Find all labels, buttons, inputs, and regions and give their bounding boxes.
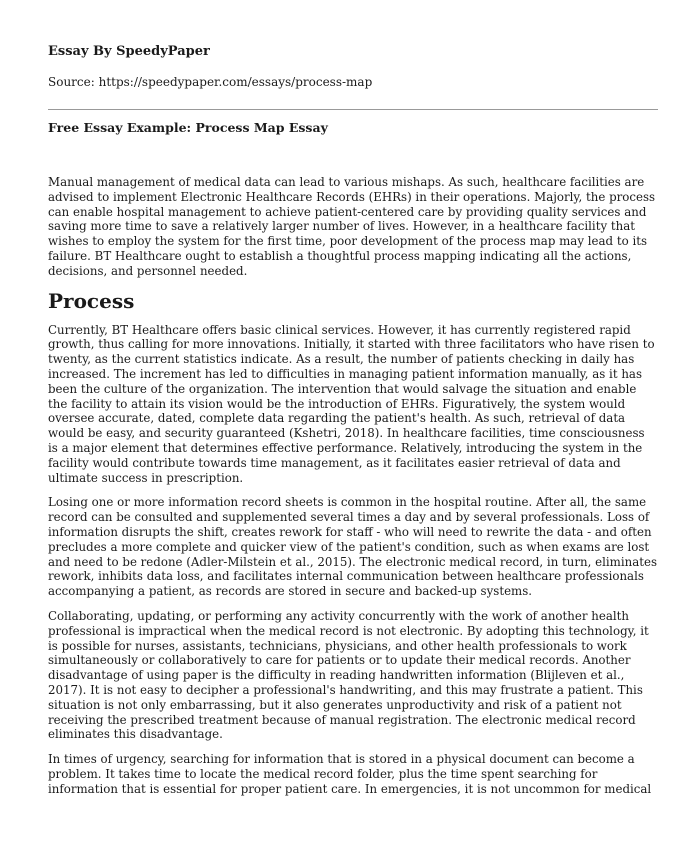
- header-divider: [48, 109, 658, 110]
- document-page: [48, 44, 658, 806]
- essay-source: Source: https://speedypaper.com/essays/process-map: [48, 75, 373, 89]
- essay-author: Essay By SpeedyPaper: [48, 44, 210, 59]
- document-title: Free Essay Example: Process Map Essay: [48, 120, 328, 135]
- body-paragraph-2: Losing one or more information record sheets is common in the hospital routine. After all, the same record can be consulted and supplemented several times a day and by several professionals. Loss of information disrupts the shift, creates rework for staff - who will need to rewrite the data - and often precludes a more complete and quicker view of the patient's condition, such as when exams are lost and need to be redone (Adler-Milstein et al., 2015). The electronic medical record, in turn, eliminates rework, inhibits data loss, and facilitates internal communication between healthcare professionals accompanying a patient, as records are stored in secure and backed-up systems.: [48, 495, 658, 599]
- body-paragraph-1: Currently, BT Healthcare offers basic clinical services. However, it has currently registered rapid growth, thus calling for more innovations. Initially, it started with three facilitators who have risen to twenty, as the current statistics indicate. As a result, the number of patients checking in daily has increased. The increment has led to difficulties in managing patient information manually, as it has been the culture of the organization. The intervention that would salvage the situation and enable the facility to attain its vision would be the introduction of EHRs. Figuratively, the system would oversee accurate, dated, complete data regarding the patient's health. As such, retrieval of data would be easy, and security guaranteed (Kshetri, 2018). In healthcare facilities, time consciousness is a major element that determines effective performance. Relatively, introducing the system in the facility would contribute towards time management, as it facilitates easier retrieval of data and ultimate success in prescription.: [48, 322, 655, 485]
- section-heading: Process: [48, 288, 135, 313]
- body-paragraph-3: Collaborating, updating, or performing any activity concurrently with the work of another health professional is impractical when the medical record is not electronic. By adopting this technology, it is possible for nurses, assistants, technicians, physicians, and other health professionals to work simultaneously or collaboratively to care for patients or to update their medical records. Another disadvantage of using paper is the difficulty in reading handwritten information (Blijleven et al., 2017). It is not easy to decipher a professional's handwriting, and this may frustrate a patient. This situation is not only embarrassing, but it also generates unproductivity and risk of a patient not receiving the prescribed treatment because of manual registration. The electronic medical record eliminates this disadvantage.: [48, 608, 649, 742]
- body-paragraph-4: In times of urgency, searching for information that is stored in a physical document can become a problem. It takes time to locate the medical record folder, plus the time spent searching for information that is essential for proper patient care. In emergencies, it is not uncommon for medical: [48, 752, 652, 796]
- intro-paragraph: Manual management of medical data can lead to various mishaps. As such, healthcare facilities are advised to implement Electronic Healthcare Records (EHRs) in their operations. Majorly, the process can enable hospital management to achieve patient-centered care by providing quality services and saving more time to save a relatively larger number of lives. However, in a healthcare facility that wishes to employ the system for the first time, poor development of the process map may lead to its failure. BT Healthcare ought to establish a thoughtful process mapping indicating all the actions, decisions, and personnel needed.: [48, 175, 656, 278]
